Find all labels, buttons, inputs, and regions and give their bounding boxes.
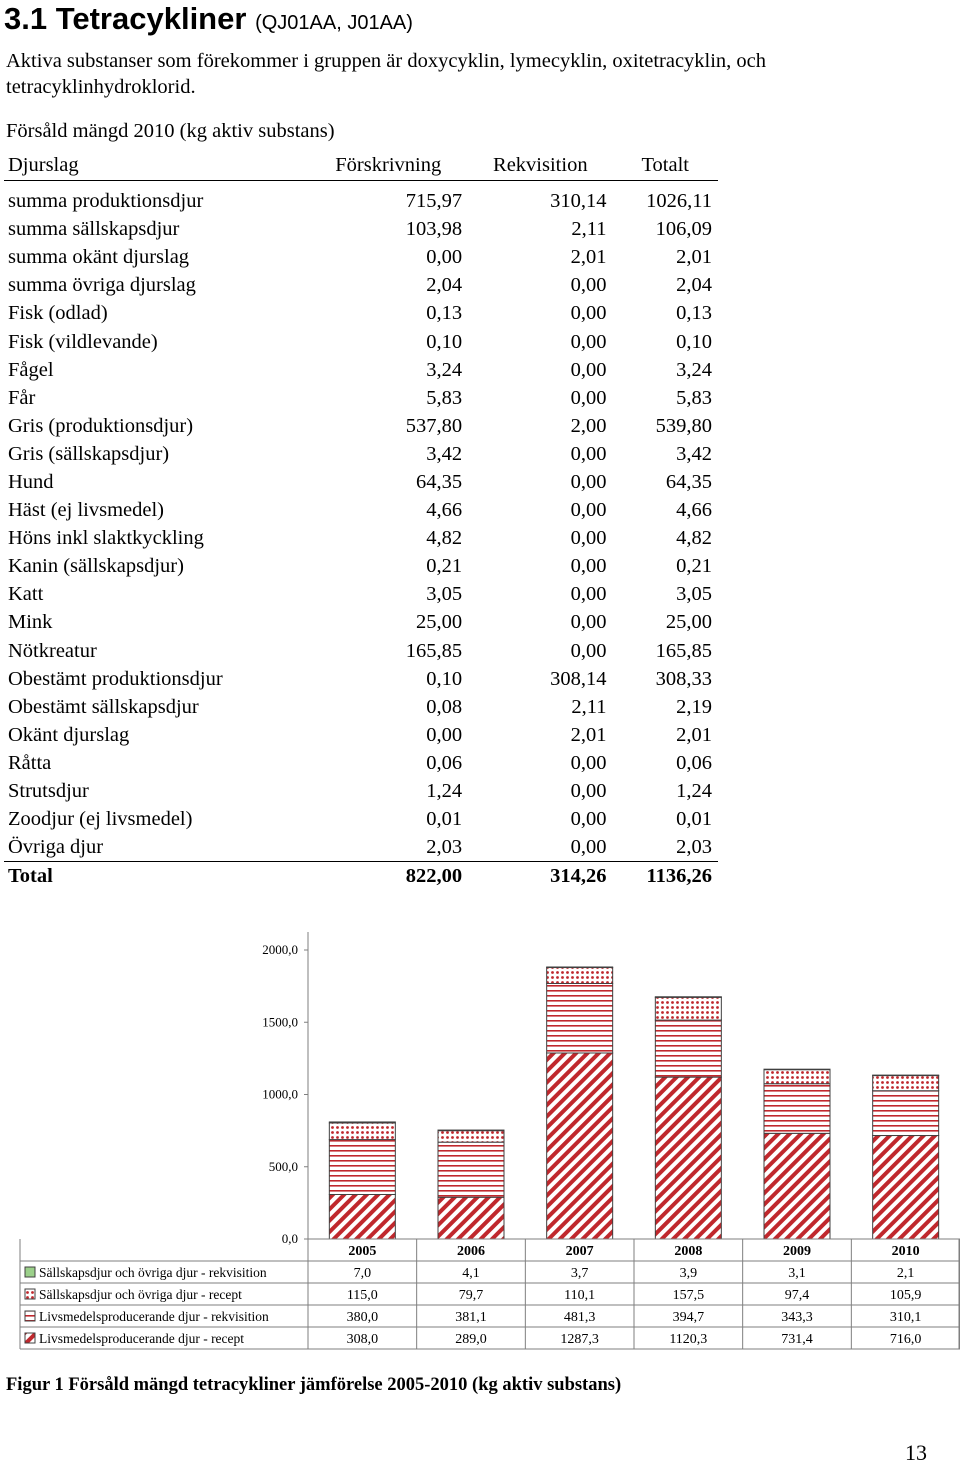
bar-segment: [547, 967, 613, 968]
cell-animal-type: summa övriga djurslag: [8, 274, 196, 297]
cell-forskrivning: 103,98: [405, 218, 463, 241]
cell-rekvisition: 310,14: [550, 190, 607, 213]
cell-rekvisition: 0,00: [570, 358, 607, 381]
data-label: 110,1: [564, 1288, 596, 1303]
cell-totalt: 0,10: [676, 330, 712, 353]
cell-animal-type: Strutsdjur: [8, 780, 89, 803]
chart-bars: [329, 967, 938, 1239]
cell-rekvisition: 2,01: [570, 246, 607, 269]
cell-animal-type: Fågel: [8, 358, 54, 381]
cell-totalt: 2,01: [676, 723, 712, 746]
cell-totalt: 2,01: [676, 246, 712, 269]
table-row: [4, 299, 718, 327]
bar-segment: [329, 1122, 395, 1123]
section-number: 3.1: [4, 1, 48, 36]
section-title: Tetracykliner: [55, 1, 247, 36]
data-label: 105,9: [889, 1288, 922, 1303]
header-rekvisition: Rekvisition: [468, 150, 612, 181]
cell-forskrivning: 1,24: [426, 780, 463, 803]
cell-rekvisition: 0,00: [570, 836, 607, 859]
legend-label: Sällskapsdjur och övriga djur - rekvisition: [39, 1265, 267, 1280]
data-label: 481,3: [563, 1310, 596, 1325]
cell-forskrivning: 3,24: [426, 358, 463, 381]
cell-forskrivning: 537,80: [405, 414, 463, 437]
cell-forskrivning: 64,35: [416, 470, 463, 493]
cell-animal-type: summa sällskapsdjur: [8, 218, 180, 241]
cell-animal-type: Råtta: [8, 751, 52, 774]
cell-animal-type: Nötkreatur: [8, 639, 97, 662]
cell-forskrivning: 25,00: [416, 611, 463, 634]
table-row: [4, 693, 718, 721]
cell-forskrivning: 0,00: [426, 246, 463, 269]
data-label: 79,7: [458, 1288, 484, 1303]
x-tick-label: 2009: [783, 1244, 811, 1259]
header-totalt: Totalt: [612, 150, 718, 181]
header-forskrivning: Förskrivning: [308, 150, 468, 181]
cell-rekvisition: 2,01: [570, 723, 607, 746]
cell-totalt: 64,35: [665, 470, 712, 493]
data-label: 115,0: [346, 1288, 378, 1303]
table-row: [4, 805, 718, 833]
data-label: 2,1: [896, 1266, 915, 1281]
cell-totalt: 2,03: [676, 836, 712, 859]
legend-swatch: [25, 1333, 35, 1343]
table-row: [4, 468, 718, 496]
x-tick-label: 2005: [348, 1244, 377, 1259]
cell-totalt: 4,66: [676, 499, 712, 522]
table-row: [4, 181, 718, 216]
cell-animal-type: Fisk (vildlevande): [8, 330, 158, 353]
cell-animal-type: Obestämt sällskapsdjur: [8, 695, 199, 718]
bar-segment: [329, 1194, 395, 1239]
bar-segment: [764, 1070, 830, 1084]
cell-forskrivning: 0,01: [426, 808, 463, 831]
legend-label: Sällskapsdjur och övriga djur - recept: [39, 1287, 242, 1302]
cell-rekvisition: 0,00: [570, 808, 607, 831]
cell-totalt: 308,33: [655, 667, 712, 690]
legend-label: Livsmedelsproducerande djur - rekvisition: [39, 1309, 269, 1324]
cell-totalt: 165,85: [655, 639, 712, 662]
cell-rekvisition: 0,00: [570, 583, 607, 606]
x-tick-label: 2010: [891, 1244, 920, 1259]
data-label: 97,4: [784, 1288, 810, 1303]
cell-rekvisition: 0,00: [570, 639, 607, 662]
cell-animal-type: Hund: [8, 470, 54, 493]
table-row: [4, 327, 718, 355]
intro-paragraph: Aktiva substanser som förekommer i gruppen är doxycyklin, lymecyklin, oxitetracyklin, och tetracyklinhydroklorid.: [6, 50, 767, 98]
table-row: [4, 440, 718, 468]
cell-rekvisition: 2,11: [571, 218, 607, 241]
cell-rekvisition: 0,00: [570, 611, 607, 634]
cell-totalt: 0,01: [676, 808, 712, 831]
cell-rekvisition: 0,00: [570, 751, 607, 774]
cell-animal-type: Mink: [8, 611, 53, 634]
stacked-bar-chart: [0, 925, 960, 1355]
data-label: 394,7: [672, 1310, 705, 1325]
data-label: 381,1: [455, 1310, 487, 1325]
table-row: [4, 243, 718, 271]
cell-totalt: 3,42: [676, 442, 712, 465]
cell-totalt: 3,24: [676, 358, 712, 381]
data-label: 3,9: [679, 1266, 698, 1281]
table-row: [4, 496, 718, 524]
bar-segment: [547, 983, 613, 1053]
table-row: [4, 356, 718, 384]
cell-forskrivning: 0,06: [426, 751, 463, 774]
page-number: 13: [905, 1440, 927, 1465]
data-label: 157,5: [672, 1288, 705, 1303]
bar-segment: [873, 1075, 939, 1076]
total-value: 1136,26: [612, 862, 718, 891]
cell-totalt: 0,13: [676, 302, 712, 325]
data-label: 289,0: [455, 1332, 487, 1347]
atc-codes: (QJ01AA, J01AA): [255, 12, 413, 34]
cell-rekvisition: 0,00: [570, 470, 607, 493]
cell-forskrivning: 3,42: [426, 442, 463, 465]
cell-rekvisition: 0,00: [570, 302, 607, 325]
bar-segment: [438, 1131, 504, 1143]
table-header-row: [4, 150, 718, 181]
bar-segment: [547, 1053, 613, 1239]
cell-rekvisition: 2,00: [570, 414, 607, 437]
total-value: 314,26: [468, 862, 612, 891]
bar-segment: [655, 997, 721, 1020]
legend-swatch: [25, 1311, 35, 1321]
cell-animal-type: Fisk (odlad): [8, 302, 108, 325]
data-label: 380,0: [346, 1310, 379, 1325]
table-row: [4, 608, 718, 636]
data-label: 308,0: [346, 1332, 379, 1347]
table-row: [4, 749, 718, 777]
cell-forskrivning: 0,08: [426, 695, 463, 718]
table-row: [4, 637, 718, 665]
cell-totalt: 2,04: [676, 274, 712, 297]
data-label: 343,3: [781, 1310, 813, 1325]
cell-animal-type: Gris (produktionsdjur): [8, 414, 194, 437]
x-tick-label: 2006: [457, 1244, 485, 1259]
table-row: [4, 215, 718, 243]
bar-segment: [547, 968, 613, 984]
header-djurslag: Djurslag: [4, 150, 308, 181]
cell-forskrivning: 0,10: [426, 330, 463, 353]
bar-segment: [764, 1133, 830, 1239]
cell-rekvisition: 0,00: [570, 330, 607, 353]
table-body: [4, 181, 718, 891]
table-row: [4, 721, 718, 749]
table-title: Försåld mängd 2010 (kg aktiv substans): [6, 120, 335, 142]
cell-totalt: 3,05: [676, 583, 712, 606]
cell-forskrivning: 0,10: [426, 667, 463, 690]
cell-animal-type: Häst (ej livsmedel): [8, 499, 164, 522]
table-row: [4, 665, 718, 693]
cell-totalt: 25,00: [665, 611, 712, 634]
figure-caption: Figur 1 Försåld mängd tetracykliner jämförelse 2005-2010 (kg aktiv substans): [6, 1375, 622, 1395]
bar-segment: [873, 1091, 939, 1136]
cell-forskrivning: 0,00: [426, 723, 463, 746]
cell-rekvisition: 0,00: [570, 780, 607, 803]
legend-label: Livsmedelsproducerande djur - recept: [39, 1331, 245, 1346]
table-row: [4, 412, 718, 440]
cell-rekvisition: 0,00: [570, 499, 607, 522]
bar-segment: [438, 1142, 504, 1197]
bar-segment: [438, 1130, 504, 1131]
cell-forskrivning: 0,21: [426, 555, 463, 578]
bar-segment: [329, 1123, 395, 1140]
data-label: 4,1: [462, 1266, 480, 1281]
table-row: [4, 271, 718, 299]
bar-segment: [655, 1020, 721, 1077]
table-row: [4, 580, 718, 608]
table-row: [4, 777, 718, 805]
cell-totalt: 5,83: [676, 386, 712, 409]
y-tick-label: 1500,0: [262, 1014, 298, 1030]
y-tick-label: 500,0: [268, 1158, 298, 1174]
cell-rekvisition: 0,00: [570, 442, 607, 465]
cell-totalt: 0,06: [676, 751, 712, 774]
cell-totalt: 539,80: [655, 414, 712, 437]
total-label: Total: [4, 862, 308, 891]
cell-animal-type: Okänt djurslag: [8, 723, 130, 746]
cell-forskrivning: 715,97: [405, 190, 463, 213]
bar-segment: [873, 1075, 939, 1090]
data-label: 716,0: [889, 1332, 922, 1347]
cell-rekvisition: 0,00: [570, 527, 607, 550]
bar-segment: [438, 1197, 504, 1239]
cell-animal-type: summa produktionsdjur: [8, 190, 204, 213]
cell-animal-type: Höns inkl slaktkyckling: [8, 527, 204, 550]
cell-forskrivning: 2,04: [426, 274, 463, 297]
cell-rekvisition: 308,14: [550, 667, 607, 690]
data-label: 7,0: [353, 1266, 372, 1281]
cell-animal-type: Får: [8, 386, 36, 409]
cell-rekvisition: 0,00: [570, 386, 607, 409]
bar-segment: [329, 1140, 395, 1195]
bar-segment: [764, 1069, 830, 1070]
cell-totalt: 106,09: [655, 218, 712, 241]
data-label: 3,7: [570, 1266, 589, 1281]
cell-forskrivning: 4,66: [426, 499, 463, 522]
bar-segment: [764, 1084, 830, 1134]
cell-forskrivning: 3,05: [426, 583, 463, 606]
section-heading: [4, 0, 413, 42]
cell-totalt: 1026,11: [646, 190, 712, 213]
cell-animal-type: Katt: [8, 583, 44, 606]
bar-segment: [655, 1077, 721, 1239]
cell-animal-type: Zoodjur (ej livsmedel): [8, 808, 193, 831]
sales-table: [4, 150, 718, 890]
y-tick-label: 1000,0: [262, 1086, 298, 1102]
legend-swatch: [25, 1267, 35, 1277]
data-label: 1287,3: [560, 1332, 599, 1347]
table-row: [4, 384, 718, 412]
legend-swatch: [25, 1289, 35, 1299]
cell-animal-type: summa okänt djurslag: [8, 246, 190, 269]
cell-totalt: 0,21: [676, 555, 712, 578]
bar-segment: [873, 1136, 939, 1239]
total-value: 822,00: [308, 862, 468, 891]
data-label: 310,1: [889, 1310, 922, 1325]
x-tick-label: 2007: [565, 1244, 594, 1259]
cell-rekvisition: 0,00: [570, 555, 607, 578]
y-tick-label: 2000,0: [262, 942, 298, 957]
table-row: [4, 524, 718, 552]
cell-animal-type: Övriga djur: [8, 836, 104, 859]
cell-animal-type: Gris (sällskapsdjur): [8, 442, 170, 465]
cell-forskrivning: 4,82: [426, 527, 463, 550]
table-row: [4, 833, 718, 862]
bar-segment: [655, 997, 721, 998]
cell-rekvisition: 2,11: [571, 695, 607, 718]
table-total-row: [4, 862, 718, 891]
data-label: 731,4: [781, 1332, 813, 1347]
data-label: 3,1: [788, 1266, 806, 1281]
cell-totalt: 4,82: [676, 527, 712, 550]
table-row: [4, 552, 718, 580]
cell-rekvisition: 0,00: [570, 274, 607, 297]
cell-animal-type: Obestämt produktionsdjur: [8, 667, 223, 690]
cell-totalt: 2,19: [676, 695, 712, 718]
cell-forskrivning: 165,85: [405, 639, 463, 662]
chart-data-table: [20, 1239, 960, 1349]
cell-forskrivning: 5,83: [426, 386, 463, 409]
cell-forskrivning: 0,13: [426, 302, 463, 325]
chart-area: [0, 925, 960, 1355]
cell-forskrivning: 2,03: [426, 836, 463, 859]
cell-animal-type: Kanin (sällskapsdjur): [8, 555, 184, 578]
y-tick-label: 0,0: [281, 1231, 298, 1246]
cell-totalt: 1,24: [676, 780, 712, 803]
data-label: 1120,3: [669, 1332, 708, 1347]
x-tick-label: 2008: [674, 1244, 703, 1259]
